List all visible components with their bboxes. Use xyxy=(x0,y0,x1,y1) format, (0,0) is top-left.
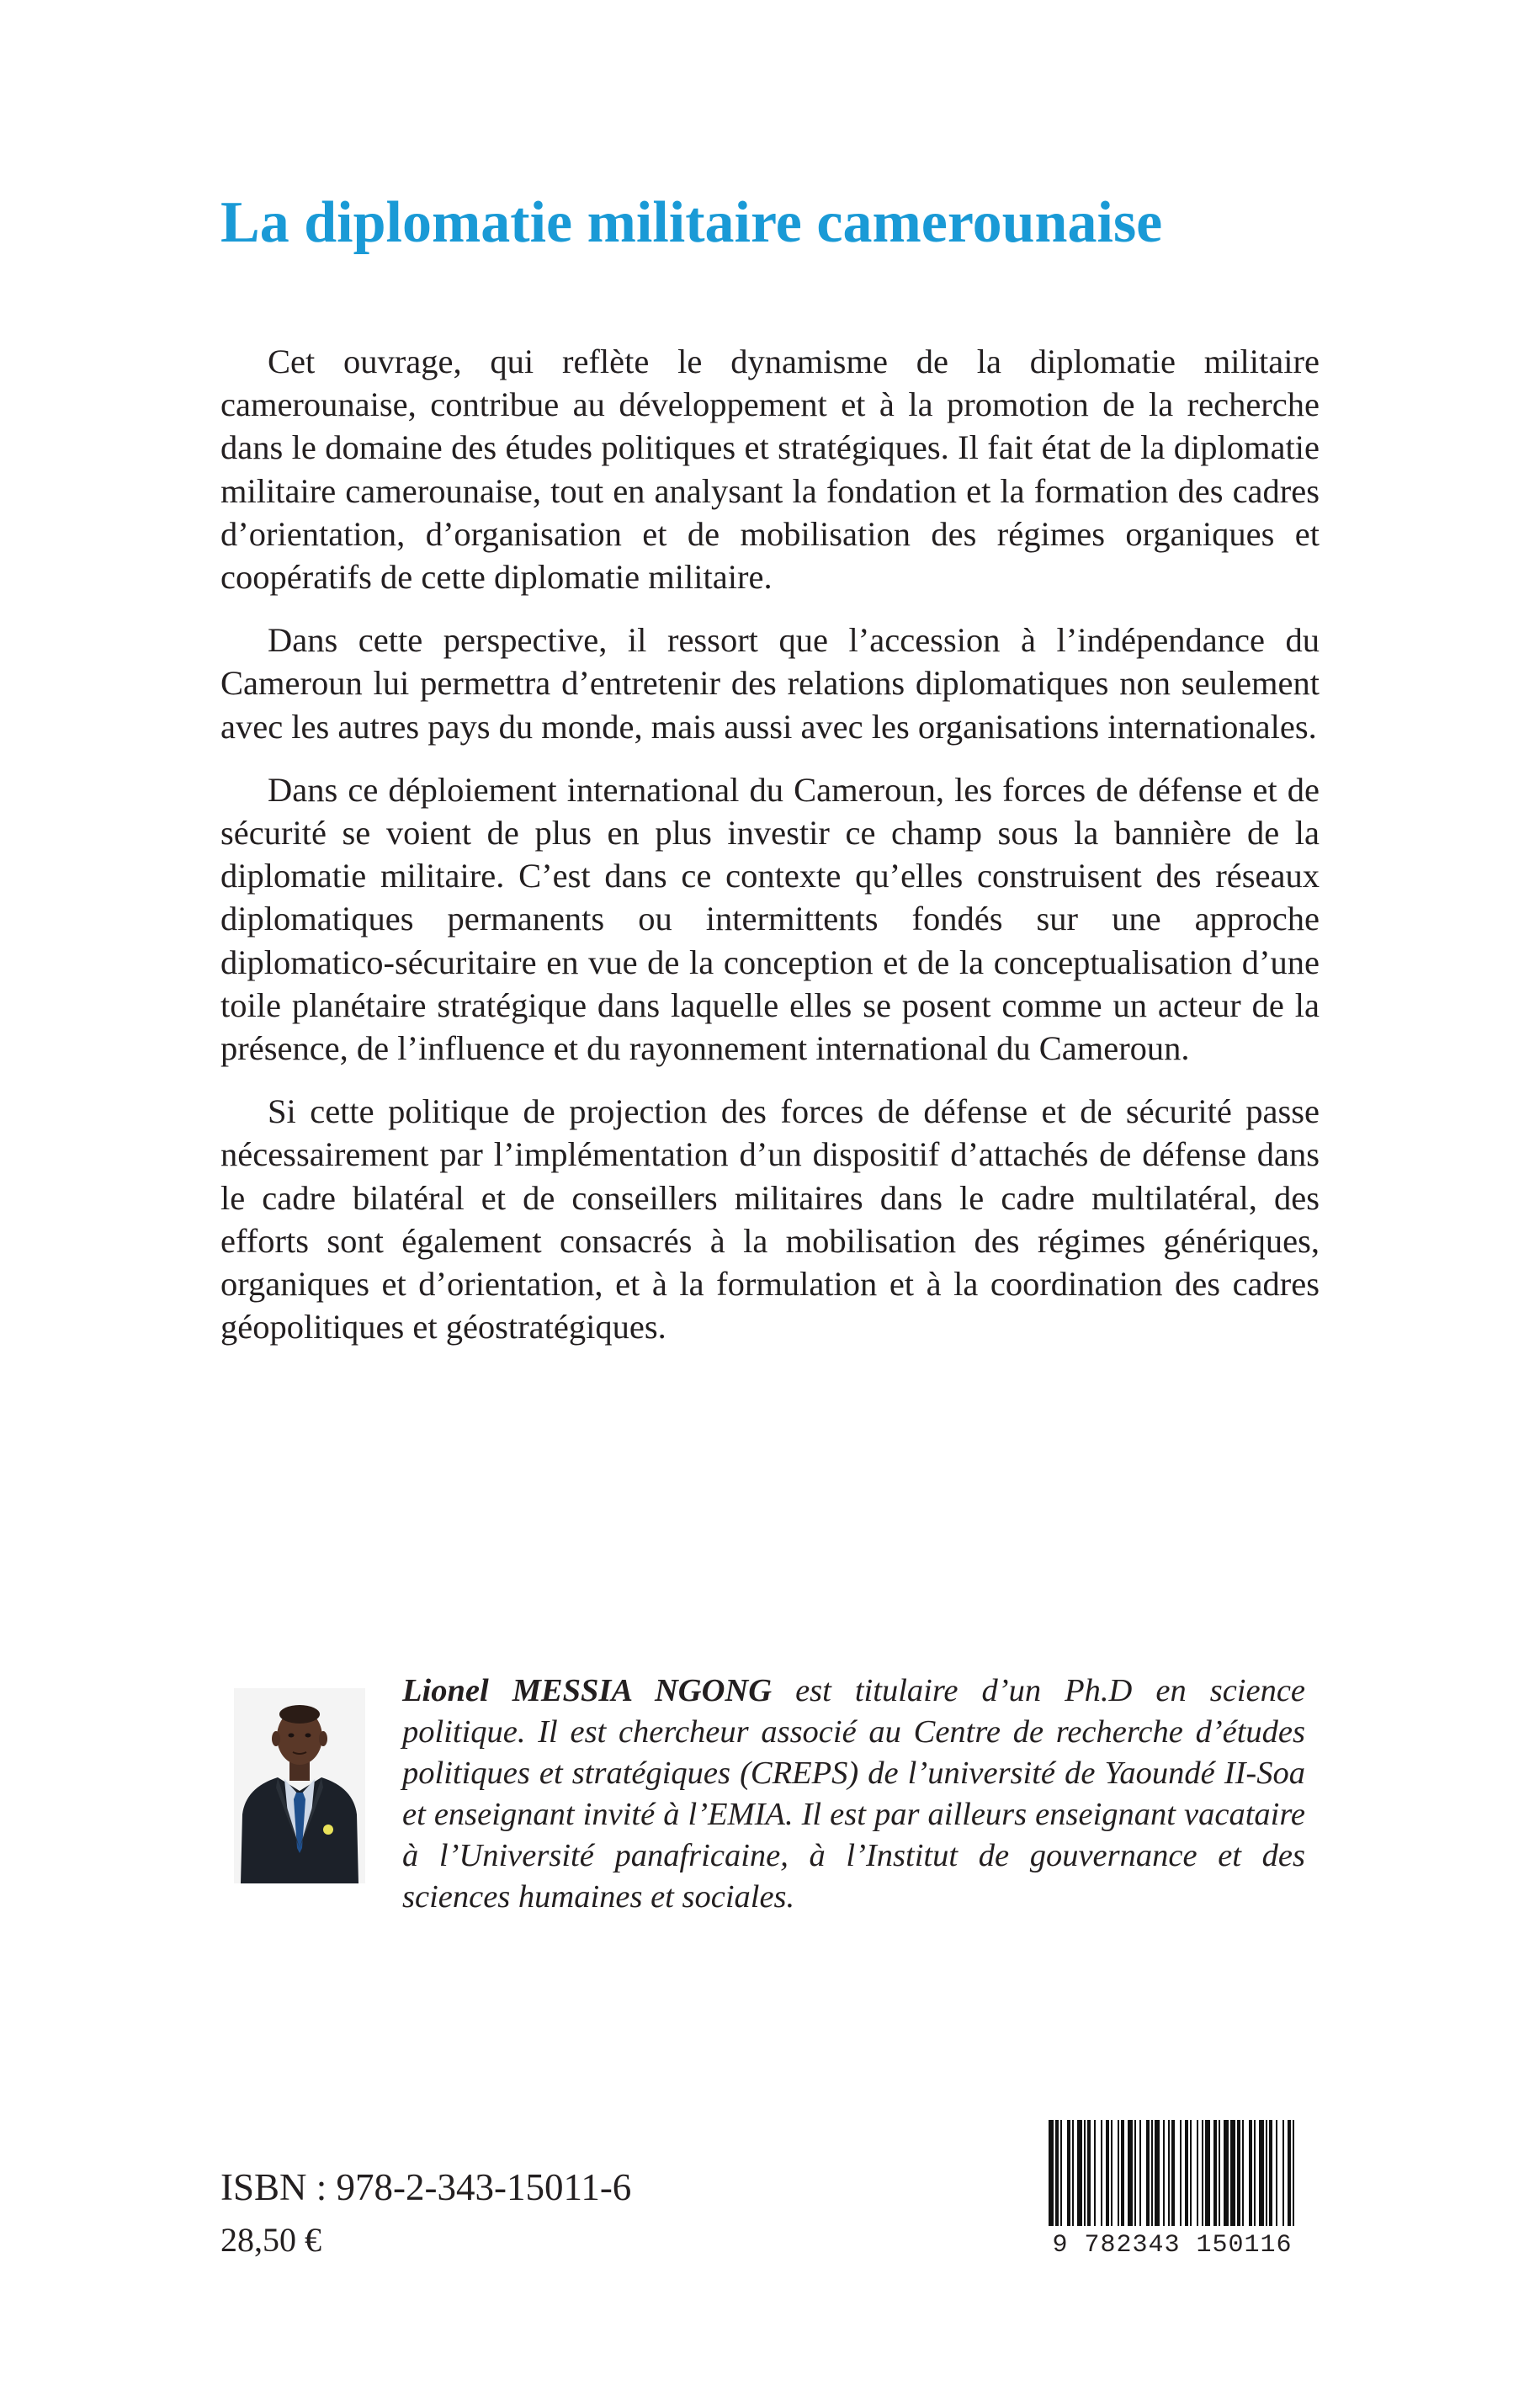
book-title: La diplomatie militaire camerounaise xyxy=(220,190,1163,255)
author-bio-text: est titulaire d’un Ph.D en science politique. Il est chercheur associé au Centre de recherche d’études politiques et stratégiques (CREPS) de l’université de Yaoundé II-Soa et enseignant invité à l’EMIA. Il est par ailleurs enseignant vacataire à l’Université panafricaine, à l’Institut de gouvernance et des sciences humaines et sociales. xyxy=(402,1673,1306,1915)
author-photo xyxy=(234,1688,365,1883)
barcode xyxy=(1038,2117,1306,2265)
author-portrait-illustration xyxy=(234,1688,365,1883)
author-bio xyxy=(402,1671,1305,1918)
author-name: Lionel MESSIA NGONG xyxy=(402,1673,773,1708)
price: 28,50 € xyxy=(220,2221,321,2259)
isbn: ISBN : 978-2-343-15011-6 xyxy=(220,2166,632,2208)
barcode-digits: 9 782343 150116 xyxy=(1038,2226,1306,2265)
back-cover-summary xyxy=(220,340,1320,1368)
summary-paragraph-2: Dans cette perspective, il ressort que l’accession à l’indépendance du Cameroun lui permettra d’entretenir des relations diplomatiques non seulement avec les autres pays du monde, mais aussi avec les organisations internationales. xyxy=(220,621,1320,746)
summary-paragraph-4: Si cette politique de projection des forces de défense et de sécurité passe nécessairement par l’implémentation d’un dispositif d’attachés de défense dans le cadre bilatéral et de conseillers militaires dans le cadre multilatéral, des efforts sont également consacrés à la mobilisation des régimes génériques, organiques et d’orientation, et à la formulation et à la coordination des cadres géopolitiques et géostratégiques. xyxy=(220,1092,1320,1347)
summary-paragraph-1: Cet ouvrage, qui reflète le dynamisme de la diplomatie militaire camerounaise, contribue au développement et à la promotion de la recherche dans le domaine des études politiques et stratégiques. Il fait état de la diplomatie militaire camerounaise, tout en analysant la fondation et la formation des cadres d’orientation, d’organisation et de mobilisation des régimes organiques et coopératifs de cette diplomatie militaire. xyxy=(220,343,1320,597)
summary-paragraph-3: Dans ce déploiement international du Cameroun, les forces de défense et de sécurité se voient de plus en plus investir ce champ sous la bannière de la diplomatie militaire. C’est dans ce contexte qu’elles construisent des réseaux diplomatiques permanents ou intermittents fondés sur une approche diplomatico-sécuritaire en vue de la conception et de la conceptualisation d’une toile planétaire stratégique dans laquelle elles se posent comme un acteur de la présence, de l’influence et du rayonnement international du Cameroun. xyxy=(220,770,1320,1068)
